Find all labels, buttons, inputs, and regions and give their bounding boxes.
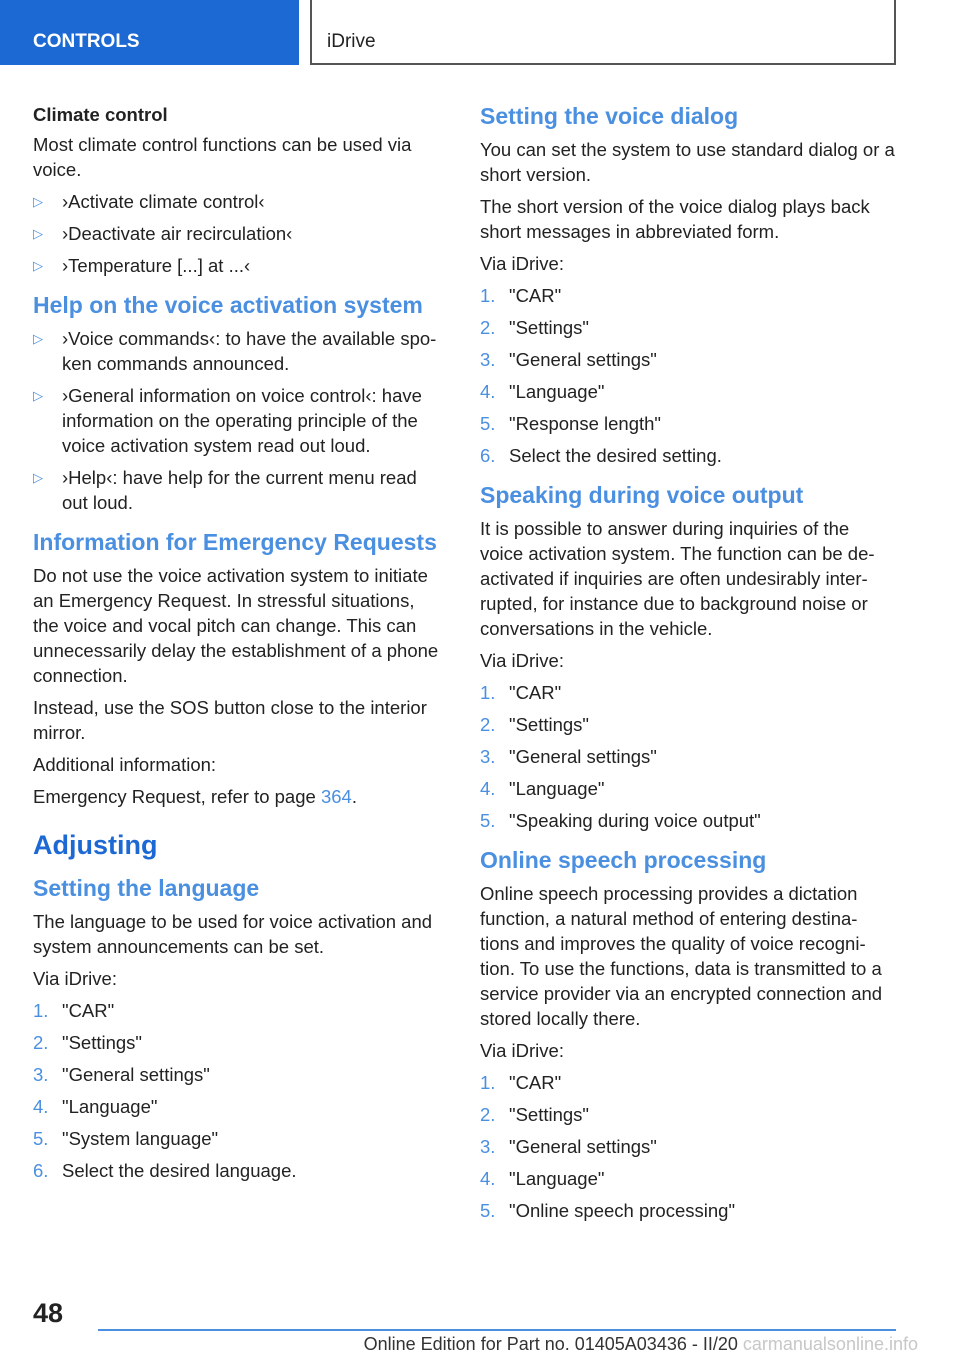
list-item: ▷ ›General information on voice control‹: have information on the operating principle of the voice activation system read out loud. [33, 385, 422, 456]
speaking-para-1: It is possible to answer during inquiries of the voice activation system. The function can be de-activated if inquiries are often undesirably inter-rupted, for instance due to background noise or conversations in the vehicle. [480, 518, 875, 639]
list-item: 6. Select the desired language. [33, 1160, 297, 1181]
list-item: 2. "Settings" [480, 714, 589, 735]
list-item: 1. "CAR" [33, 1000, 115, 1021]
online-steps [480, 1070, 896, 1223]
climate-heading: Climate control [33, 104, 168, 125]
list-item: 2. "Settings" [33, 1032, 142, 1053]
section-tab: CONTROLS [0, 0, 299, 65]
page-header-title: iDrive [310, 0, 896, 65]
help-heading: Help on the voice activation system [33, 292, 423, 318]
language-via: Via iDrive: [33, 968, 117, 989]
bullet-triangle-icon: ▷ [33, 470, 43, 485]
list-item: 3. "General settings" [480, 349, 657, 370]
list-item: ▷ ›Voice commands‹: to have the available spo-ken commands announced. [33, 328, 437, 374]
list-item: 3. "General settings" [33, 1064, 210, 1085]
list-item: 1. "CAR" [480, 1072, 562, 1093]
page-number: 48 [33, 1298, 64, 1328]
bullet-triangle-icon: ▷ [33, 226, 43, 241]
list-item: 6. Select the desired setting. [480, 445, 722, 466]
page-link-364[interactable]: 364 [320, 786, 352, 807]
help-list [33, 326, 443, 515]
list-item: 4. "Language" [480, 381, 605, 402]
dialog-steps [480, 283, 896, 468]
list-item: 4. "Language" [33, 1096, 158, 1117]
list-item: 2. "Settings" [480, 317, 589, 338]
emergency-para-2: Instead, use the SOS button close to the interior mirror. [33, 697, 427, 743]
speaking-steps [480, 680, 896, 833]
list-item: 3. "General settings" [480, 1136, 657, 1157]
list-item: ▷ ›Activate climate control‹ [33, 191, 265, 212]
emergency-para-1: Do not use the voice activation system to initiate an Emergency Request. In stressful situations, the voice and vocal pitch can change. This can unnecessarily delay the establishment of a phone connection. [33, 565, 439, 686]
adjusting-heading: Adjusting [33, 830, 158, 860]
list-item: ▷ ›Help‹: have help for the current menu read out loud. [33, 467, 417, 513]
bullet-triangle-icon: ▷ [33, 258, 43, 273]
language-steps [33, 998, 443, 1183]
right-column [480, 100, 896, 1230]
bullet-triangle-icon: ▷ [33, 388, 43, 403]
list-item: 4. "Language" [480, 1168, 605, 1189]
language-intro: The language to be used for voice activation and system announcements can be set. [33, 911, 433, 957]
emergency-heading: Information for Emergency Requests [33, 529, 437, 555]
list-item: 2. "Settings" [480, 1104, 589, 1125]
bullet-triangle-icon: ▷ [33, 331, 43, 346]
list-item: 3. "General settings" [480, 746, 657, 767]
list-item: 5. "Speaking during voice output" [480, 810, 761, 831]
online-para-1: Online speech processing provides a dictation function, a natural method of entering destina-tions and improves the quality of voice recogni-tion. To use the functions, data is transmitted to a service provider via an encrypted connection and stored locally there. [480, 883, 883, 1029]
climate-intro: Most climate control functions can be used via voice. [33, 134, 412, 180]
list-item: 5. "System language" [33, 1128, 219, 1149]
footer-edition: Online Edition for Part no. 01405A03436 - II/20 carmanualsonline.info [363, 1334, 918, 1354]
list-item: 5. "Response length" [480, 413, 661, 434]
online-heading: Online speech processing [480, 847, 767, 873]
climate-list [33, 189, 443, 278]
list-item: 4. "Language" [480, 778, 605, 799]
emergency-reference: Emergency Request, refer to page 364. [33, 786, 357, 807]
list-item: 5. "Online speech processing" [480, 1200, 736, 1221]
speaking-heading: Speaking during voice output [480, 482, 804, 508]
left-column [33, 100, 443, 1190]
emergency-para-3: Additional information: [33, 754, 217, 775]
footer-divider [98, 1329, 896, 1331]
list-item: 1. "CAR" [480, 285, 562, 306]
dialog-heading: Setting the voice dialog [480, 103, 739, 129]
dialog-para-1: You can set the system to use standard dialog or a short version. [480, 139, 895, 185]
bullet-triangle-icon: ▷ [33, 194, 43, 209]
language-heading: Setting the language [33, 875, 260, 901]
dialog-para-2: The short version of the voice dialog plays back short messages in abbreviated form. [480, 196, 870, 242]
dialog-via: Via iDrive: [480, 253, 564, 274]
online-via: Via iDrive: [480, 1040, 564, 1061]
list-item: 1. "CAR" [480, 682, 562, 703]
speaking-via: Via iDrive: [480, 650, 564, 671]
list-item: ▷ ›Temperature [...] at ...‹ [33, 255, 251, 276]
watermark: carmanualsonline.info [742, 1334, 918, 1354]
list-item: ▷ ›Deactivate air recirculation‹ [33, 223, 293, 244]
